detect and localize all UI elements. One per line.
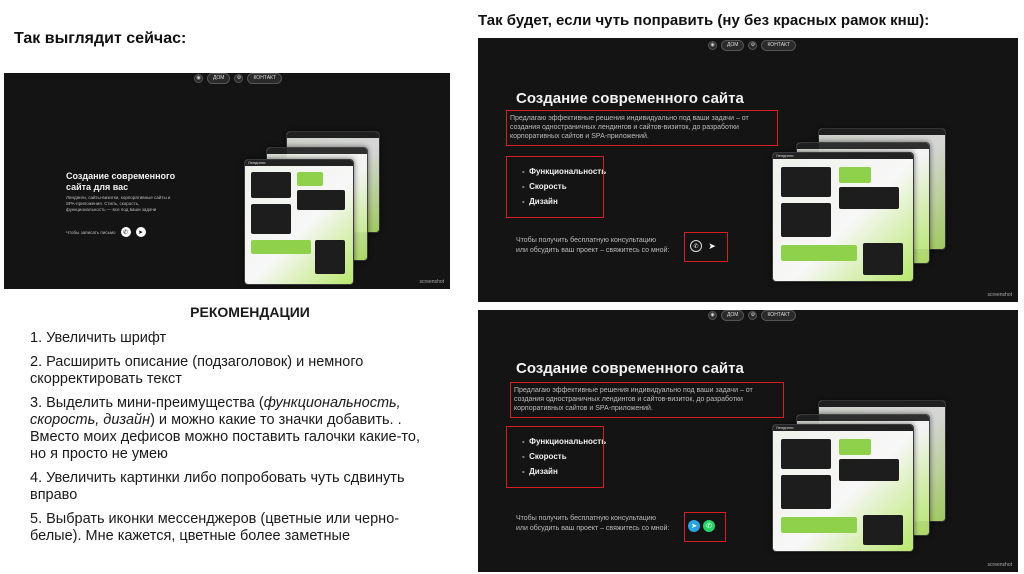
screenshot-stamp: screenshot: [987, 562, 1012, 568]
recommendation-5: 5. Выбрать иконки мессенджеров (цветные или черно-белые). Мне кажется, цветные более заметные: [30, 511, 400, 544]
telegram-icon[interactable]: ➤: [688, 520, 700, 532]
telegram-icon[interactable]: ➤: [708, 240, 716, 251]
feature-item: - Скорость: [522, 182, 567, 191]
nav-contact[interactable]: КОНТАКТ: [761, 40, 796, 51]
nav-bar: [708, 40, 796, 51]
cta-text: Чтобы записать письмо: [66, 229, 116, 235]
whatsapp-icon[interactable]: ✆: [703, 520, 715, 532]
nav-home[interactable]: ДОМ: [207, 73, 230, 84]
icons-highlight: [684, 512, 726, 542]
left-heading: Так выглядит сейчас:: [14, 30, 187, 47]
hero-subtitle: Лендинги, сайты-визитки, корпоративные сайты и SPA-приложения. Стиль, скорость, функциональность — все под ваши задачи: [66, 195, 171, 212]
subtitle-highlight: [510, 382, 784, 418]
card-label: Лендинги: [773, 153, 913, 159]
logo-icon[interactable]: ◉: [708, 41, 717, 50]
telegram-icon[interactable]: ➤: [136, 227, 146, 237]
settings-icon[interactable]: ⚙: [234, 74, 243, 83]
hero-title: Создание современного сайта: [516, 360, 744, 377]
cta-row: [66, 227, 146, 237]
card-label: Лендинги: [245, 160, 353, 166]
improved-site-screenshot-2: [478, 310, 1018, 572]
logo-icon[interactable]: ◉: [194, 74, 203, 83]
recommendations-title: РЕКОМЕНДАЦИИ: [190, 304, 310, 320]
card-label: Лендинги: [773, 425, 913, 431]
preview-card-front: [244, 159, 354, 285]
hero-title: Создание современного сайта для вас: [66, 171, 176, 192]
preview-card-front: [772, 152, 914, 282]
feature-item: - Дизайн: [522, 467, 558, 476]
right-heading: Так будет, если чуть поправить (ну без красных рамок кнш):: [478, 12, 930, 29]
settings-icon[interactable]: ⚙: [748, 41, 757, 50]
feature-item: - Функциональность: [522, 437, 607, 446]
cta-text: Чтобы получить бесплатную консультацию или обсудить ваш проект – свяжитесь со мной:: [516, 515, 670, 532]
logo-icon[interactable]: ◉: [708, 311, 717, 320]
hero-subtitle: Предлагаю эффективные решения индивидуально под ваши задачи – от создания одностраничных лендингов и сайтов-визиток, до разработки корпоративных сайтов и SPA-приложений.: [510, 115, 749, 140]
feature-item: - Дизайн: [522, 197, 558, 206]
features-highlight: [506, 426, 607, 488]
nav-bar: [194, 73, 282, 84]
cta-text: Чтобы получить бесплатную консультацию или обсудить ваш проект – свяжитесь со мной:: [516, 237, 670, 254]
hero-title: Создание современного сайта: [516, 90, 744, 107]
feature-item: - Скорость: [522, 452, 567, 461]
current-site-screenshot: [4, 73, 450, 289]
icons-highlight: [684, 232, 728, 262]
hero-subtitle: Предлагаю эффективные решения индивидуально под ваши задачи – от создания одностраничных лендингов и сайтов-визиток, до разработки корпоративных сайтов и SPA-приложений.: [514, 387, 753, 412]
recommendation-3: 3. Выделить мини-преимущества (функциональность, скорость, дизайн) и можно какие то значки добавить. . Вместо моих дефисов можно поставить галочки какие-то, но я просто не умею: [30, 395, 421, 462]
nav-contact[interactable]: КОНТАКТ: [761, 310, 796, 321]
improved-site-screenshot-1: [478, 38, 1018, 302]
screenshot-stamp: screenshot: [419, 279, 444, 285]
recommendation-2: 2. Расширить описание (подзаголовок) и немного скорректировать текст: [30, 354, 364, 387]
subtitle-highlight: [506, 110, 778, 146]
feature-item: - Функциональность: [522, 167, 607, 176]
nav-home[interactable]: ДОМ: [721, 40, 744, 51]
screenshot-stamp: screenshot: [987, 292, 1012, 298]
nav-bar: [708, 310, 796, 321]
recommendations-list: [30, 330, 440, 545]
whatsapp-icon[interactable]: ✆: [690, 240, 702, 252]
settings-icon[interactable]: ⚙: [748, 311, 757, 320]
nav-contact[interactable]: КОНТАКТ: [247, 73, 282, 84]
preview-card-front: [772, 424, 914, 552]
nav-home[interactable]: ДОМ: [721, 310, 744, 321]
recommendation-4: 4. Увеличить картинки либо попробовать чуть сдвинуть вправо: [30, 470, 405, 503]
features-highlight: [506, 156, 607, 218]
whatsapp-icon[interactable]: ✆: [121, 227, 131, 237]
recommendation-1: 1. Увеличить шрифт: [30, 330, 167, 346]
